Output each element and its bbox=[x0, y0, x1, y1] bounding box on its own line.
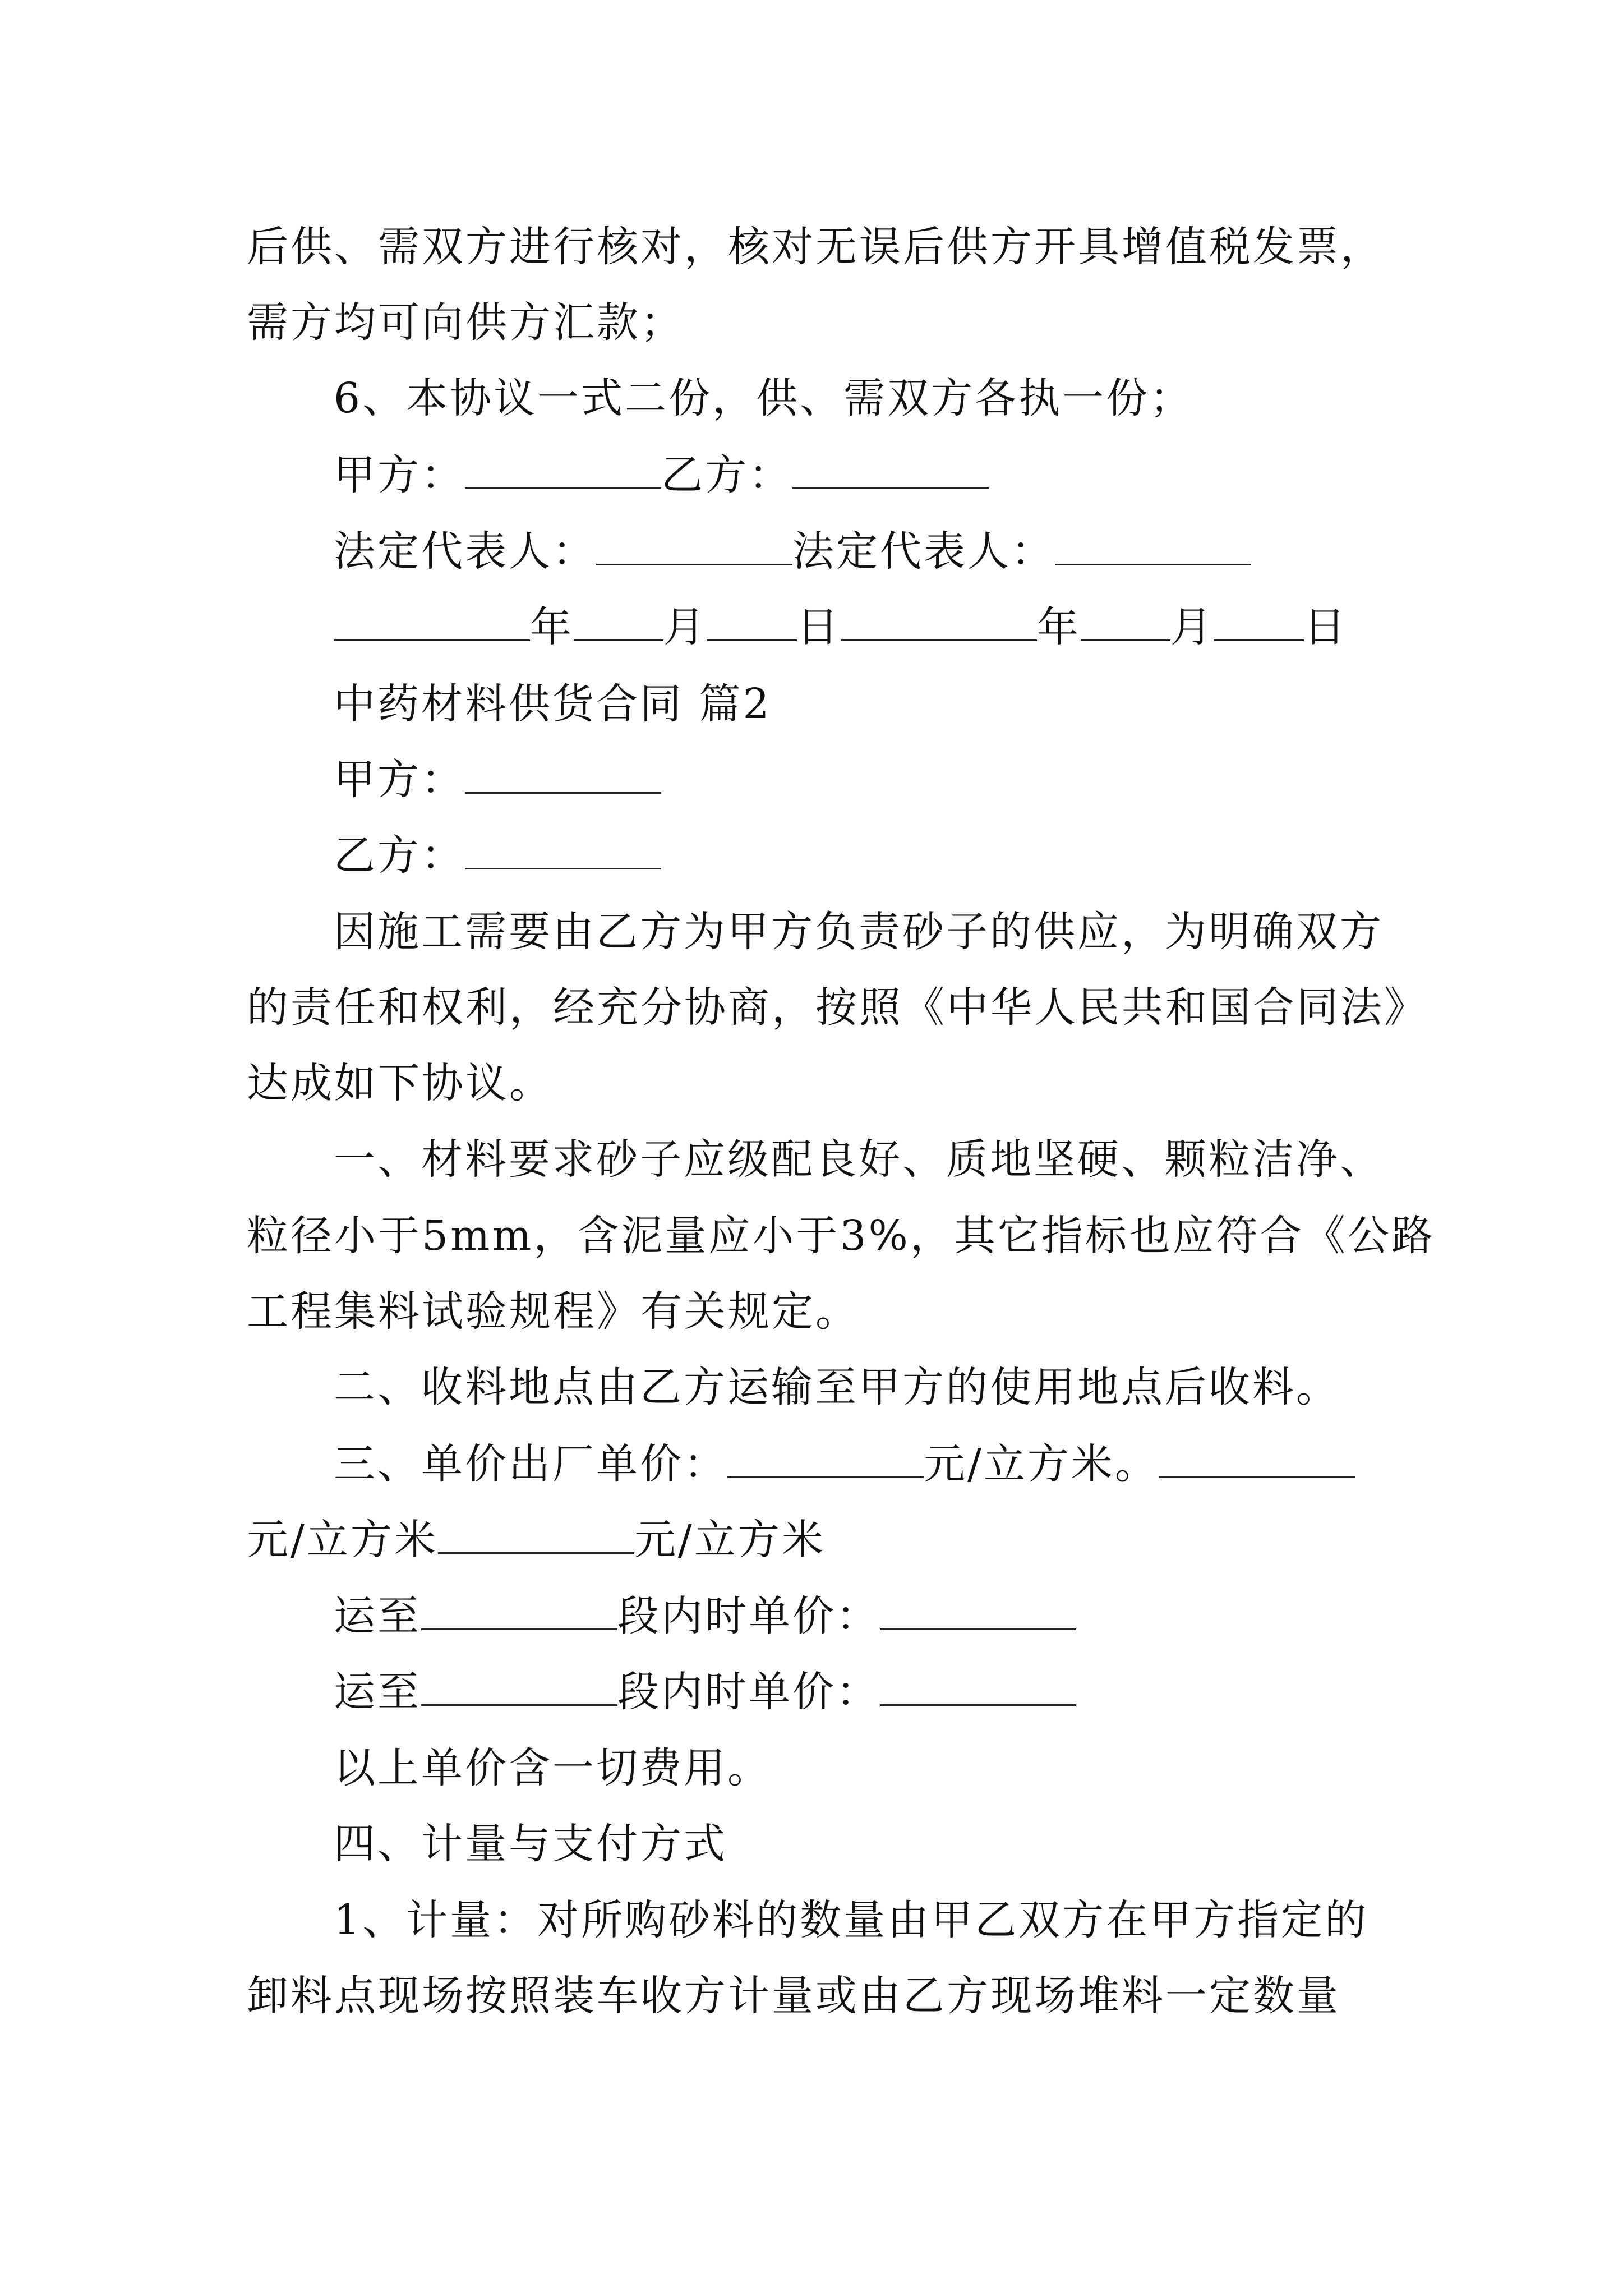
section-title: 中药材料供货合同 篇2 bbox=[334, 680, 772, 728]
party-b-blank[interactable] bbox=[792, 452, 989, 489]
unit-price-blank[interactable] bbox=[880, 1668, 1076, 1706]
factory-price-blank[interactable] bbox=[727, 1441, 924, 1478]
paragraph-line: 一、材料要求砂子应级配良好、质地坚硬、颗粒洁净、 bbox=[334, 1135, 1384, 1184]
price-line: 三、单价出厂单价： 元/立方米。 bbox=[334, 1433, 1355, 1495]
paragraph-line: 工程集料试验规程》有关规定。 bbox=[247, 1287, 859, 1336]
party-a-blank[interactable] bbox=[465, 756, 661, 794]
rep-a-blank[interactable] bbox=[596, 528, 792, 565]
paragraph-line: 因施工需要由乙方为甲方负责砂子的供应，为明确双方 bbox=[334, 908, 1384, 956]
signature-line-representative: 法定代表人： 法定代表人： bbox=[334, 521, 1251, 582]
party-a-blank[interactable] bbox=[465, 452, 661, 489]
price-blank[interactable] bbox=[438, 1516, 634, 1554]
day-b-blank[interactable] bbox=[1214, 604, 1304, 641]
price-blank[interactable] bbox=[1159, 1441, 1355, 1478]
section-heading: 四、计量与支付方式 bbox=[334, 1820, 727, 1868]
month-b-blank[interactable] bbox=[1081, 604, 1170, 641]
paragraph-line: 二、收料地点由乙方运输至甲方的使用地点后收料。 bbox=[334, 1363, 1340, 1411]
day-a-blank[interactable] bbox=[707, 604, 797, 641]
signature-line-party: 甲方： 乙方： bbox=[334, 444, 989, 506]
party-a-line: 甲方： bbox=[334, 749, 661, 811]
month-a-blank[interactable] bbox=[574, 604, 663, 641]
paragraph-line: 达成如下协议。 bbox=[247, 1059, 553, 1107]
party-b-blank[interactable] bbox=[465, 832, 661, 869]
section-blank[interactable] bbox=[421, 1593, 617, 1630]
paragraph-line: 需方均可向供方汇款； bbox=[247, 298, 684, 347]
paragraph-line: 以上单价含一切费用。 bbox=[334, 1744, 771, 1792]
year-a-blank[interactable] bbox=[334, 604, 530, 641]
paragraph-line: 1、计量：对所购砂料的数量由甲乙双方在甲方指定的 bbox=[334, 1896, 1369, 1944]
year-b-blank[interactable] bbox=[841, 604, 1037, 641]
delivery-price-line: 运至 段内时单价： bbox=[334, 1585, 1076, 1647]
paragraph-line: 的责任和权利，经充分协商，按照《中华人民共和国合同法》 bbox=[247, 983, 1428, 1032]
section-blank[interactable] bbox=[421, 1668, 617, 1706]
paragraph-line: 卸料点现场按照装车收方计量或由乙方现场堆料一定数量 bbox=[247, 1972, 1340, 2020]
unit-price-blank[interactable] bbox=[880, 1593, 1076, 1630]
signature-date-line: 年 月 日 年 月 日 bbox=[334, 596, 1348, 658]
party-b-line: 乙方： bbox=[334, 825, 661, 886]
rep-b-blank[interactable] bbox=[1055, 528, 1251, 565]
paragraph-line: 后供、需双方进行核对，核对无误后供方开具增值税发票， bbox=[247, 223, 1384, 271]
paragraph-line: 粒径小于5mm，含泥量应小于3%，其它指标也应符合《公路 bbox=[247, 1212, 1435, 1260]
paragraph-line: 6、本协议一式二份，供、需双方各执一份； bbox=[334, 374, 1194, 422]
delivery-price-line: 运至 段内时单价： bbox=[334, 1661, 1076, 1723]
price-line-continued: 元/立方米 元/立方米 bbox=[247, 1516, 826, 1564]
